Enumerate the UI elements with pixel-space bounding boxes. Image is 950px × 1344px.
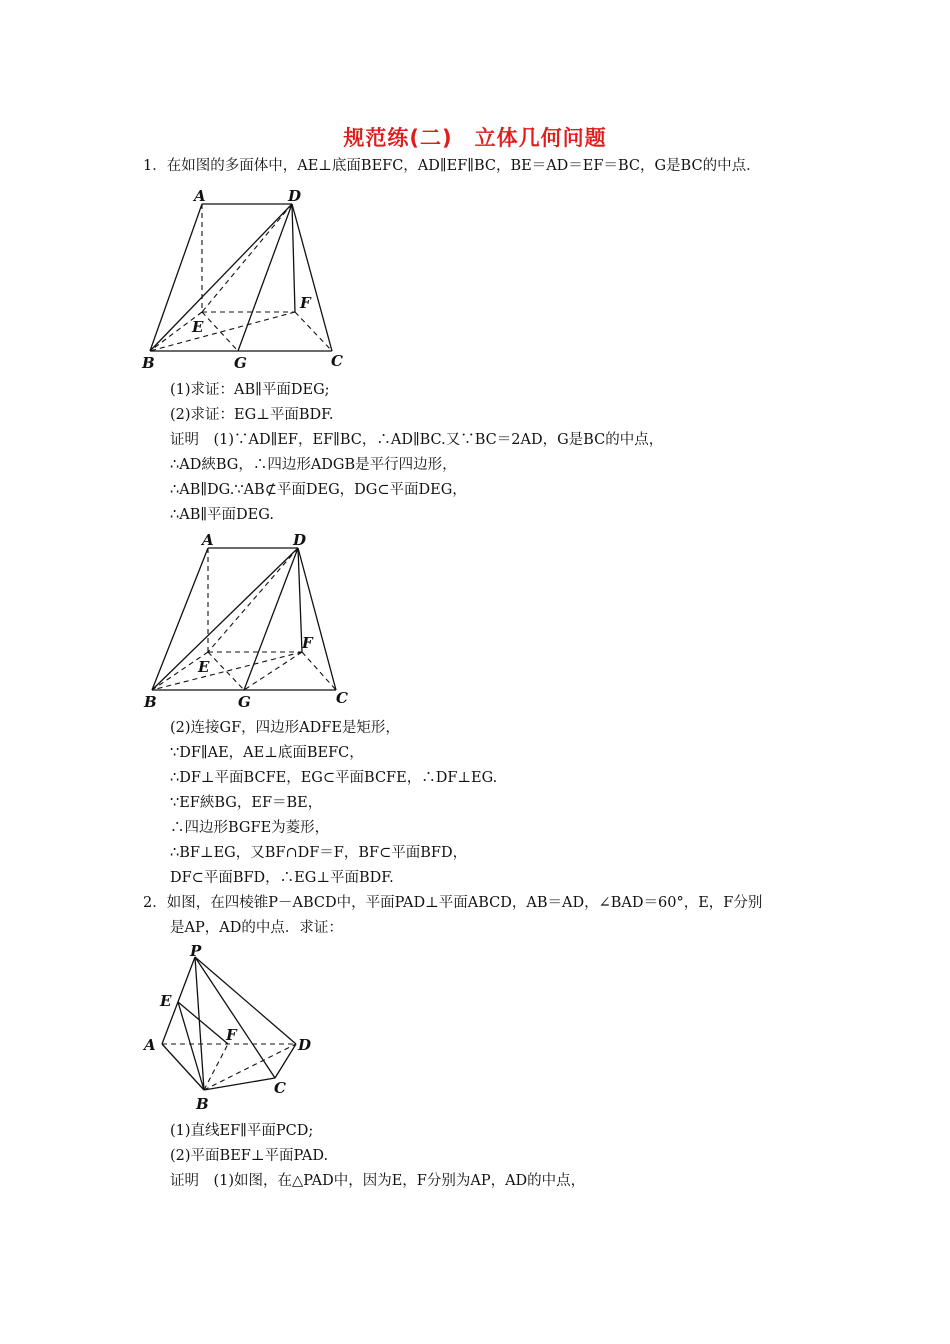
q2-figure (140, 942, 330, 1117)
q1-proof2-line-5: ∴四边形BGFE为菱形， (170, 820, 330, 836)
q1-proof-line-3: ∴AB∥DG.∵AB⊄平面DEG，DG⊂平面DEG， (170, 482, 467, 498)
q1-proof2-line-3: ∴DF⊥平面BCFE，EG⊂平面BCFE，∴DF⊥EG. (170, 770, 498, 786)
q2-part2: (2)平面BEF⊥平面PAD. (170, 1148, 329, 1164)
label-F: F (300, 294, 311, 312)
q1-proof-line-2: ∴AD綊BG，∴四边形ADGB是平行四边形， (170, 457, 457, 473)
q1-proof-line-4: ∴AB∥平面DEG. (170, 507, 274, 523)
label-F: F (226, 1026, 237, 1044)
q1-part2: (2)求证：EG⊥平面BDF. (170, 407, 334, 423)
label-B: B (144, 693, 157, 711)
label-A: A (194, 187, 206, 205)
q2-stem-line-1: 2．如图，在四棱锥P－ABCD中，平面PAD⊥平面ABCD，AB＝AD，∠BAD＝60°，E，F分别 (143, 895, 763, 911)
q2-stem-line-2: 是AP，AD的中点．求证： (170, 920, 343, 936)
label-D: D (298, 1036, 312, 1054)
label-A: A (144, 1036, 156, 1054)
q1-proof2-line-1: (2)连接GF，四边形ADFE是矩形， (170, 720, 400, 736)
q1-figure-1 (140, 186, 360, 376)
label-D: D (293, 531, 307, 549)
label-F: F (302, 634, 313, 652)
q1-proof2-line-7: DF⊂平面BFD，∴EG⊥平面BDF. (170, 870, 394, 886)
q2-proof-line-1: 证明 (1)如图，在△PAD中，因为E，F分别为AP，AD的中点， (170, 1173, 586, 1189)
q2-part1: (1)直线EF∥平面PCD; (170, 1123, 314, 1139)
label-G: G (238, 693, 251, 711)
label-A: A (202, 531, 214, 549)
label-G: G (234, 354, 247, 372)
label-C: C (274, 1079, 286, 1097)
q1-stem: 1．在如图的多面体中，AE⊥底面BEFC，AD∥EF∥BC，BE＝AD＝EF＝BC，G是BC的中点． (143, 158, 761, 174)
label-B: B (142, 354, 155, 372)
page-title: 规范练(二) 立体几何问题 (343, 126, 607, 150)
label-C: C (336, 689, 348, 707)
q1-proof2-line-6: ∴BF⊥EG，又BF∩DF＝F，BF⊂平面BFD， (170, 845, 468, 861)
q1-proof2-line-4: ∵EF綊BG，EF＝BE， (170, 795, 323, 811)
label-D: D (288, 187, 302, 205)
label-B: B (196, 1095, 209, 1113)
q1-proof2-line-2: ∵DF∥AE，AE⊥底面BEFC， (170, 745, 364, 761)
label-E: E (192, 318, 204, 336)
label-E: E (160, 992, 172, 1010)
label-P: P (190, 942, 202, 960)
label-C: C (331, 352, 343, 370)
q1-part1: (1)求证：AB∥平面DEG; (170, 382, 330, 398)
label-E: E (198, 658, 210, 676)
q1-proof-line-1: 证明 (1)∵AD∥EF，EF∥BC，∴AD∥BC.又∵BC＝2AD，G是BC的中点， (170, 432, 664, 448)
q1-figure-2 (140, 530, 360, 715)
